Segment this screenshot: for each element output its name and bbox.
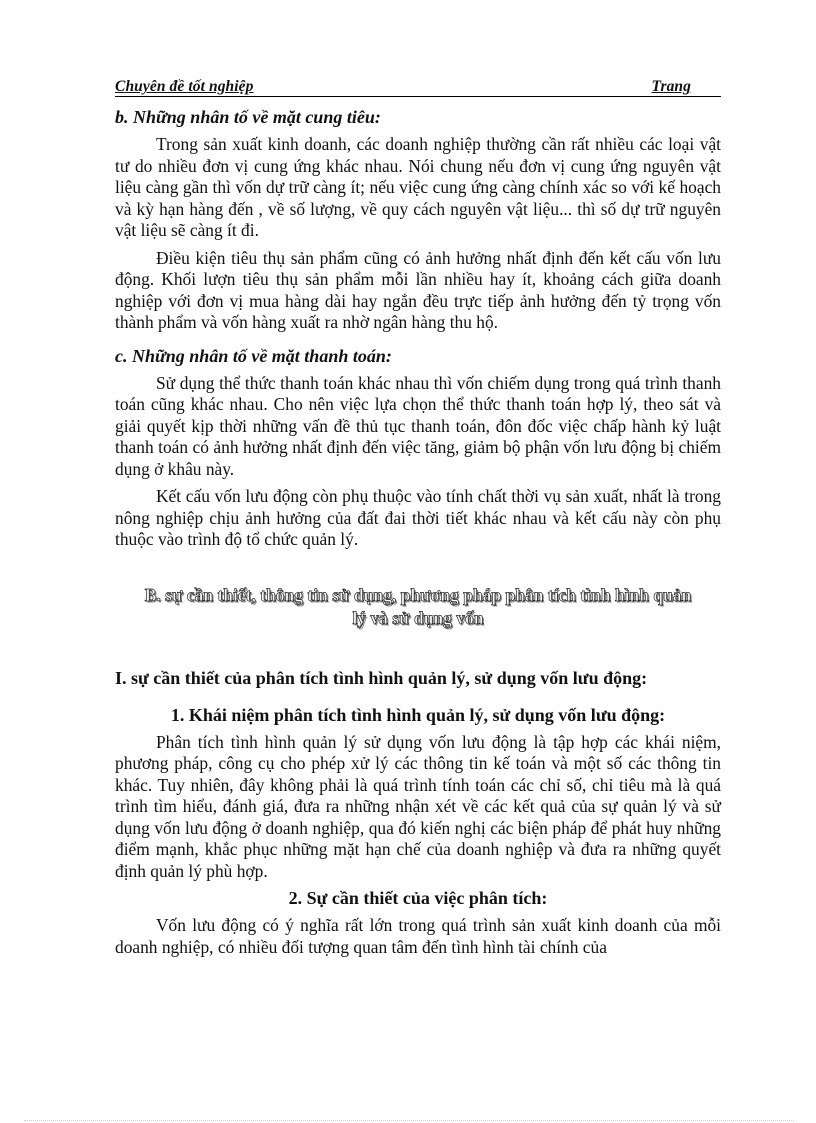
part-b-title: B. sự cần thiết, thông tin sử dụng, phương pháp phân tích tình hình quản lý và sử dụng vốn: [144, 584, 692, 628]
header-title: Chuyên đề tốt nghiệp: [115, 78, 254, 95]
running-header: [115, 74, 721, 97]
page-bottom-divider: [24, 1120, 794, 1121]
header-page-label: Trang: [651, 78, 691, 95]
paragraph: Trong sản xuất kinh doanh, các doanh nghiệp thường cần rất nhiều các loại vật tư do nhiều đơn vị cung ứng khác nhau. Nói chung nếu đơn vị cung ứng nguyên vật liệu càng gần thì vốn dự trữ càng ít; nếu việc cung ứng càng chính xác so với kế hoạch và kỳ hạn hàng đến , về số lượng, về quy cách nguyên vật liệu... thì số dự trữ nguyên vật liệu sẽ càng ít đi.: [115, 134, 721, 240]
subsection-2-heading: 2. Sự cần thiết của việc phân tích:: [288, 888, 548, 908]
part-i-heading: I. sự cần thiết của phân tích tình hình quản lý, sử dụng vốn lưu động:: [115, 667, 648, 688]
section-b-heading: b. Những nhân tố về mặt cung tiêu:: [115, 107, 381, 127]
paragraph: Kết cấu vốn lưu động còn phụ thuộc vào tính chất thời vụ sản xuất, nhất là trong nông nghiệp chịu ảnh hưởng của đất đai thời tiết khác nhau và kết cấu này còn phụ thuộc vào trình độ tổ chức quản lý.: [115, 486, 721, 549]
subsection-1-heading: 1. Khái niệm phân tích tình hình quản lý, sử dụng vốn lưu động:: [170, 704, 666, 725]
paragraph: Vốn lưu động có ý nghĩa rất lớn trong quá trình sản xuất kinh doanh của mỗi doanh nghiệp, có nhiều đối tượng quan tâm đến tình hình tài chính của: [115, 915, 721, 957]
section-c-heading: c. Những nhân tố về mặt thanh toán:: [115, 345, 392, 366]
paragraph: Phân tích tình hình quản lý sử dụng vốn lưu động là tập hợp các khái niệm, phương pháp, công cụ cho phép xử lý các thông tin kế toán và một số các thông tin khác. Tuy nhiên, đây không phải là quá trình tính toán các chỉ số, chỉ tiêu mà là quá trình tìm hiểu, đánh giá, đưa ra những nhận xét về các kết quả của sự quản lý và sử dụng vốn lưu động ở doanh nghiệp, qua đó kiến nghị các biện pháp để phát huy những điểm mạnh, khắc phục những mặt hạn chế của doanh nghiệp và đưa ra những quyết định quản lý phù hợp.: [115, 731, 721, 881]
paragraph: Điều kiện tiêu thụ sản phẩm cũng có ảnh hưởng nhất định đến kết cấu vốn lưu động. Khối lượn tiêu thụ sản phẩm mỗi lần nhiều hay ít, khoảng cách giữa doanh nghiệp với đơn vị mua hàng dài hay ngắn đều trực tiếp ảnh hưởng đến tỷ trọng vốn thành phẩm và vốn hàng xuất ra nhờ ngân hàng thu hộ.: [115, 247, 721, 332]
paragraph: Sử dụng thể thức thanh toán khác nhau thì vốn chiếm dụng trong quá trình thanh toán cũng khác nhau. Cho nên việc lựa chọn thể thức thanh toán hợp lý, theo sát và giải quyết kịp thời những vấn đề thủ tục thanh toán, đôn đốc việc chấp hành kỷ luật thanh toán có ảnh hưởng nhất định đến việc tăng, giảm bộ phận vốn lưu động bị chiếm dụng ở khâu này.: [115, 372, 721, 479]
document-page: [115, 74, 721, 964]
